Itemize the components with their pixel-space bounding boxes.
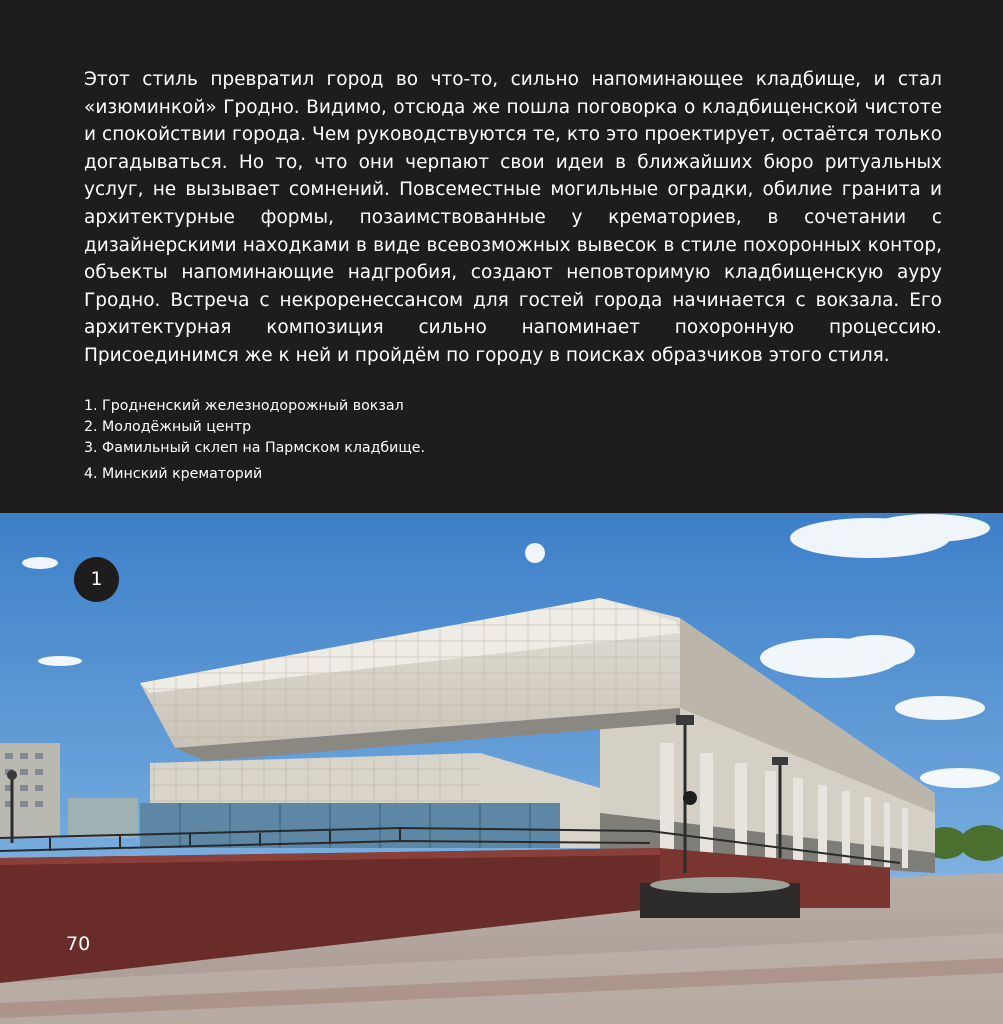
page-number: 70 [66, 933, 91, 955]
photo-number-badge: 1 [74, 557, 119, 602]
caption-item-3: 3. Фамильный склеп на Пармском кладбище. [84, 440, 425, 456]
caption-item-1: 1. Гродненский железнодорожный вокзал [84, 398, 404, 414]
body-paragraph: Этот стиль превратил город во что-то, сильно напоминающее кладбище, и стал «изюминкой» Гродно. Видимо, отсюда же пошла поговорка о кладбищенской чистоте и спокойствии города. Чем руководствуются те, кто это проектирует, остаётся только догадываться. Но то, что они черпают свои идеи в ближайших бюро ритуальных услуг, не вызывает сомнений. Повсеместные могильные оградки, обилие гранита и архитектурные формы, позаимствованные у крематориев, в сочетании с дизайнерскими находками в виде всевозможных вывесок в стиле похоронных контор, объекты напоминающие надгробия, создают неповторимую кладбищенскую ауру Гродно. Встреча с некроренессансом для гостей города начинается с вокзала. Его архитектурная композиция сильно напоминает похоронную процессию. Присоединимся же к ней и пройдём по городу в поисках образчиков этого стиля. [84, 69, 942, 366]
railway-station-photo [0, 513, 1003, 1024]
caption-list [84, 396, 425, 485]
caption-item-2: 2. Молодёжный центр [84, 419, 252, 435]
caption-item-4: 4. Минский крематорий [84, 466, 263, 482]
